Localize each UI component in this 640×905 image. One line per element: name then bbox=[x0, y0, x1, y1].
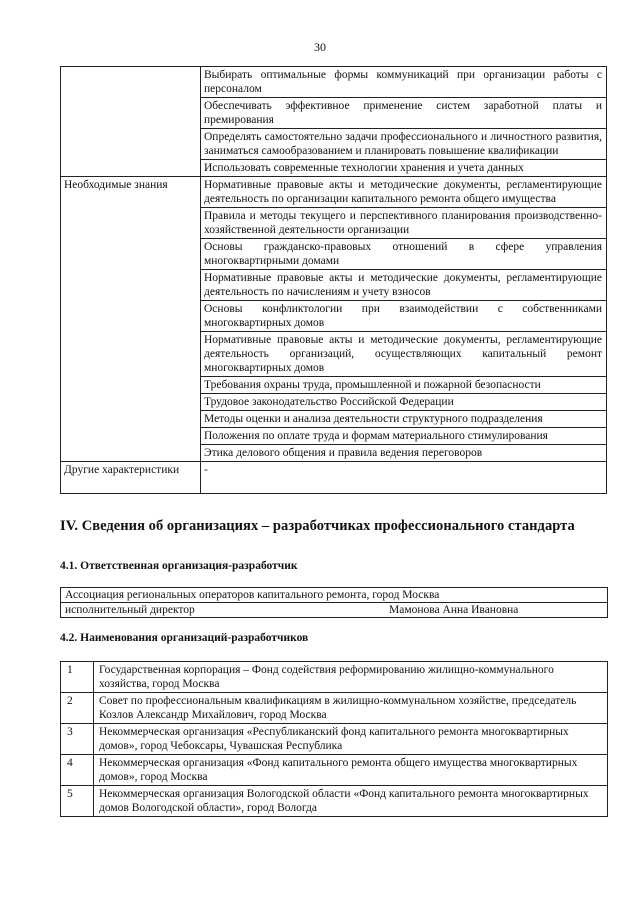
skill-item: Использовать современные технологии хранения и учета данных bbox=[201, 160, 607, 177]
skill-item: Обеспечивать эффективное применение систем заработной платы и премирования bbox=[201, 98, 607, 129]
developer-number: 5 bbox=[61, 786, 94, 817]
required-knowledge-label: Необходимые знания bbox=[61, 177, 201, 462]
knowledge-item: Требования охраны труда, промышленной и пожарной безопасности bbox=[201, 377, 607, 394]
developer-row bbox=[61, 662, 608, 693]
developer-number: 2 bbox=[61, 693, 94, 724]
section-iv-title: IV. Сведения об организациях – разработчиках профессионального стандарта bbox=[60, 518, 575, 534]
knowledge-item: Трудовое законодательство Российской Федерации bbox=[201, 394, 607, 411]
responsible-role: исполнительный директор bbox=[65, 604, 195, 616]
developers-table bbox=[60, 661, 608, 817]
other-characteristics-value: - bbox=[201, 462, 607, 494]
knowledge-item: Нормативные правовые акты и методические документы, регламентирующие деятельность по организации капитального ремонта общего имущества bbox=[201, 177, 607, 208]
responsible-signatory-cell bbox=[61, 603, 608, 618]
developer-name: Совет по профессиональным квалификациям в жилищно-коммунальном хозяйстве, председатель Козлов Александр Михайлович, город Москва bbox=[94, 693, 608, 724]
knowledge-item: Основы конфликтологии при взаимодействии с собственниками многоквартирных домов bbox=[201, 301, 607, 332]
knowledge-item: Положения по оплате труда и формам материального стимулирования bbox=[201, 428, 607, 445]
knowledge-item: Основы гражданско-правовых отношений в сфере управления многоквартирными домами bbox=[201, 239, 607, 270]
developer-row bbox=[61, 724, 608, 755]
other-characteristics-label: Другие характеристики bbox=[61, 462, 201, 494]
developer-row bbox=[61, 755, 608, 786]
knowledge-item: Нормативные правовые акты и методические документы, регламентирующие деятельность организаций, осуществляющих капитальный ремонт многоквартирных домов bbox=[201, 332, 607, 377]
developer-number: 4 bbox=[61, 755, 94, 786]
developer-name: Некоммерческая организация «Республиканский фонд капитального ремонта многоквартирных домов», город Чебоксары, Чувашская Республика bbox=[94, 724, 608, 755]
skills-row-label bbox=[61, 67, 201, 177]
responsible-org-table bbox=[60, 587, 608, 618]
responsible-person: Мамонова Анна Ивановна bbox=[389, 604, 519, 616]
developer-name: Некоммерческая организация Вологодской области «Фонд капитального ремонта многоквартирных домов Вологодской области», город Вологда bbox=[94, 786, 608, 817]
skills-table bbox=[60, 66, 607, 494]
developer-name: Некоммерческая организация «Фонд капитального ремонта общего имущества многоквартирных домов», город Москва bbox=[94, 755, 608, 786]
developer-number: 3 bbox=[61, 724, 94, 755]
knowledge-item: Нормативные правовые акты и методические документы, регламентирующие деятельность по начислениям и учету взносов bbox=[201, 270, 607, 301]
developer-row bbox=[61, 786, 608, 817]
knowledge-item: Этика делового общения и правила ведения переговоров bbox=[201, 445, 607, 462]
responsible-org-heading: 4.1. Ответственная организация-разработчик bbox=[60, 560, 298, 572]
developer-name: Государственная корпорация – Фонд содействия реформированию жилищно-коммунального хозяйства, город Москва bbox=[94, 662, 608, 693]
developer-row bbox=[61, 693, 608, 724]
knowledge-item: Методы оценки и анализа деятельности структурного подразделения bbox=[201, 411, 607, 428]
skill-item: Определять самостоятельно задачи профессионального и личностного развития, заниматься самообразованием и планировать повышение квалификации bbox=[201, 129, 607, 160]
developers-heading: 4.2. Наименования организаций-разработчиков bbox=[60, 632, 309, 644]
responsible-org-name: Ассоциация региональных операторов капитального ремонта, город Москва bbox=[61, 588, 608, 603]
skill-item: Выбирать оптимальные формы коммуникаций при организации работы с персоналом bbox=[201, 67, 607, 98]
developer-number: 1 bbox=[61, 662, 94, 693]
knowledge-item: Правила и методы текущего и перспективного планирования производственно-хозяйственной деятельности организации bbox=[201, 208, 607, 239]
page-number: 30 bbox=[314, 40, 326, 54]
